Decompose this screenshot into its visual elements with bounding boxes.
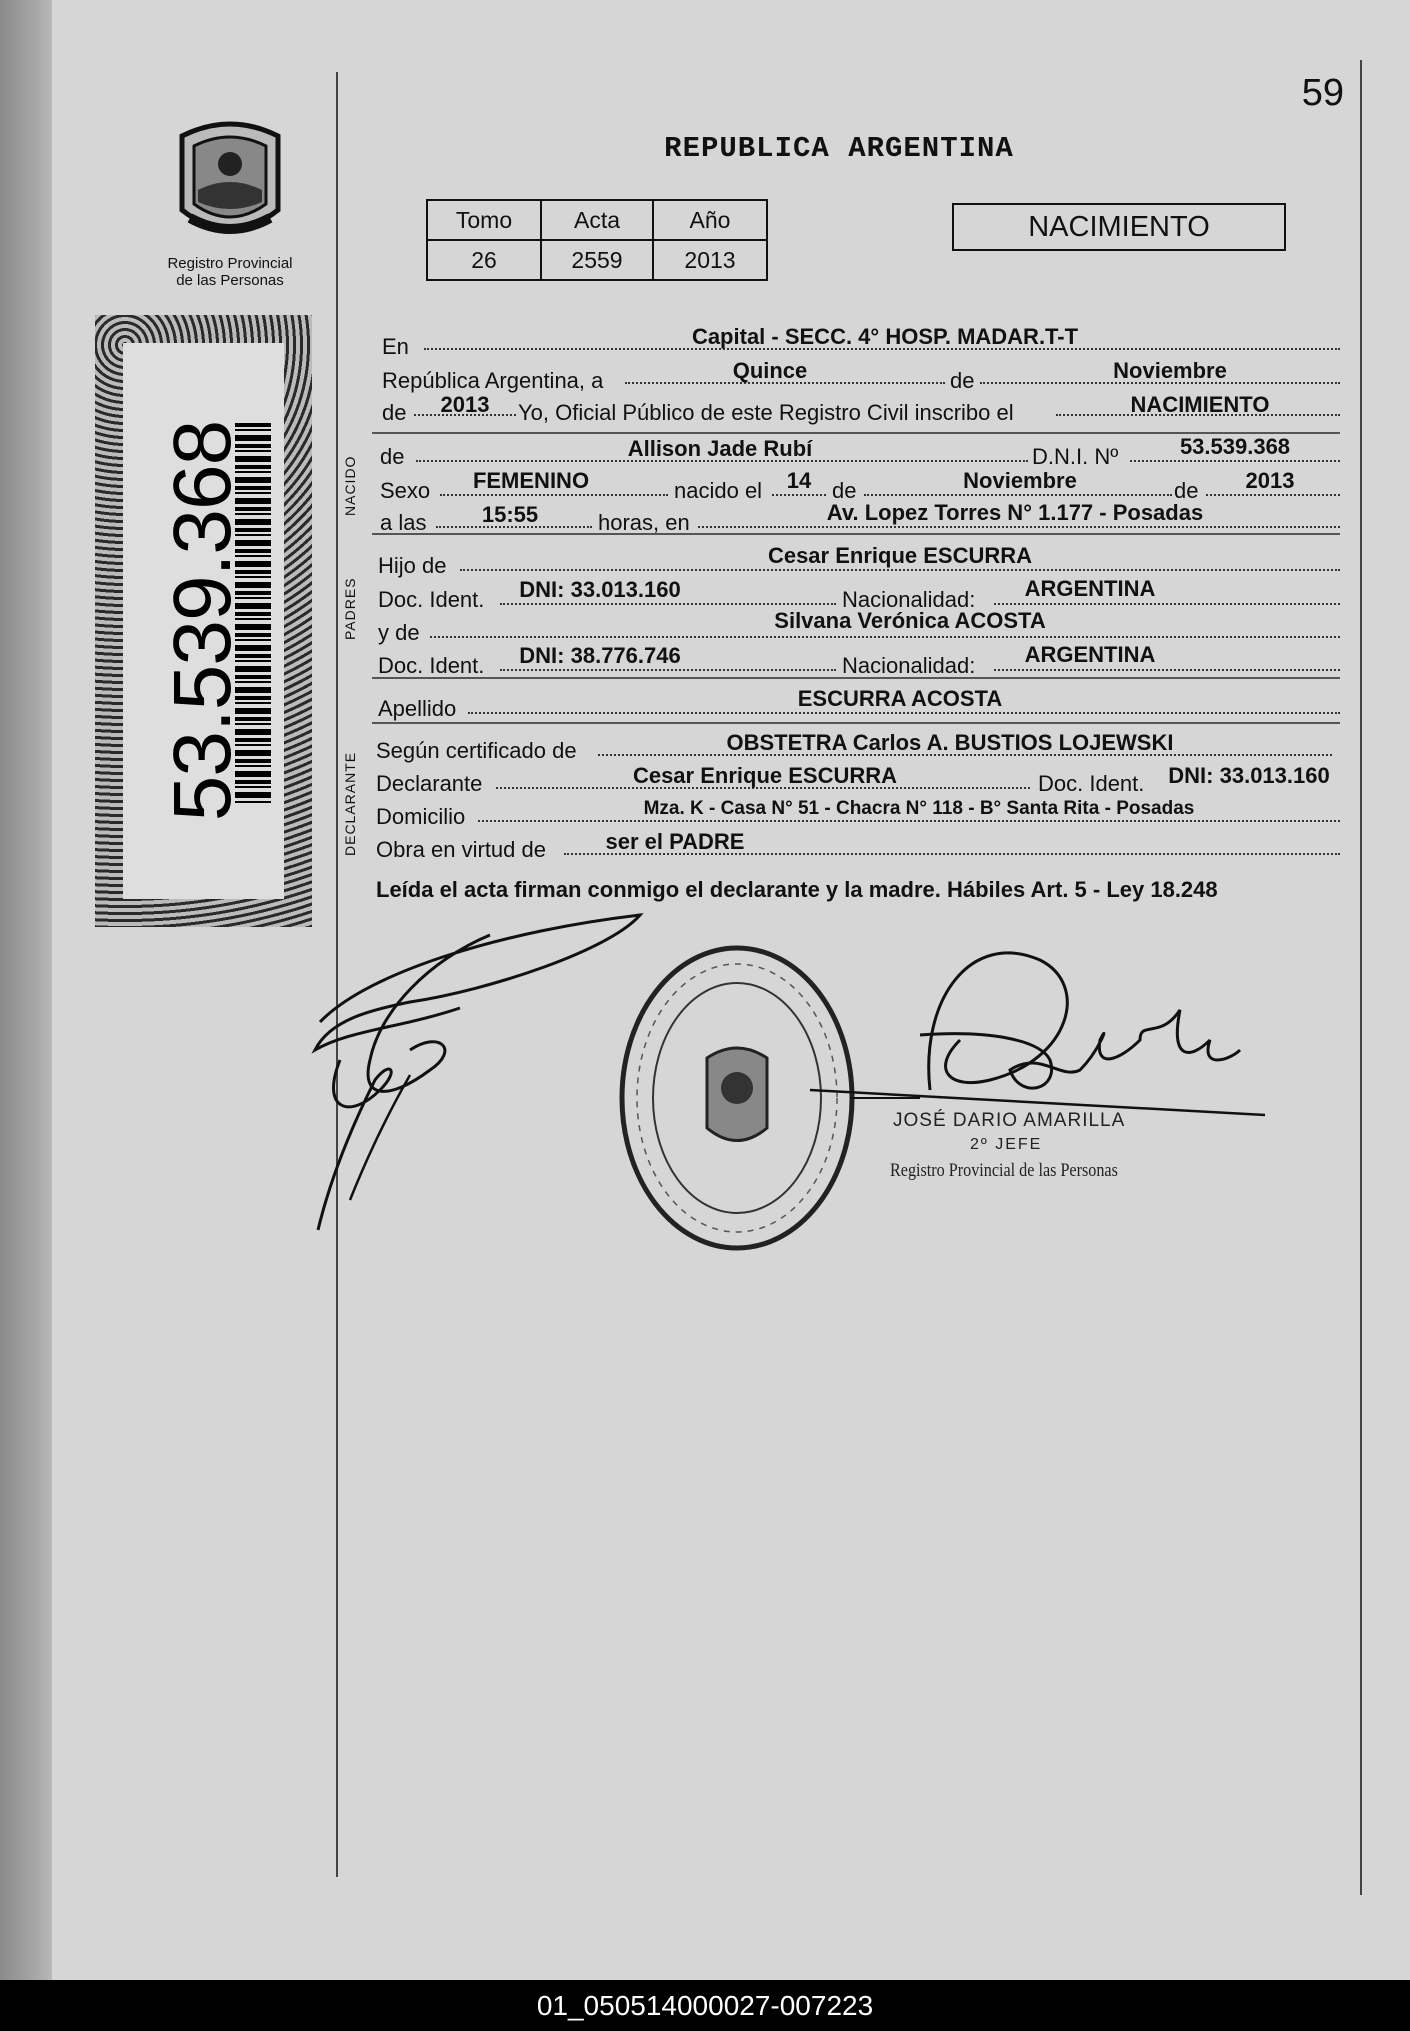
value-acta: 2559 bbox=[541, 240, 653, 280]
registry-table bbox=[426, 199, 768, 281]
header-acta: Acta bbox=[541, 200, 653, 240]
official-name: JOSÉ DARIO AMARILLA bbox=[893, 1110, 1126, 1131]
value-padre: Cesar Enrique ESCURRA bbox=[767, 543, 1033, 568]
value-apellido: ESCURRA ACOSTA bbox=[797, 686, 1003, 711]
label-de-year: de bbox=[382, 400, 407, 425]
stamp-number: 53.539.368 bbox=[157, 420, 248, 822]
declarant-signature bbox=[310, 910, 650, 1240]
header-anio: Año bbox=[653, 200, 767, 240]
value-anio: 2013 bbox=[653, 240, 767, 280]
logo-caption-line2: de las Personas bbox=[176, 272, 284, 289]
label-apellido: Apellido bbox=[378, 696, 457, 721]
section-label-nacido: NACIDO bbox=[342, 455, 358, 516]
scanner-edge bbox=[0, 0, 52, 1980]
value-hora: 15:55 bbox=[481, 502, 539, 527]
value-lugar: Capital - SECC. 4° HOSP. MADAR.T-T bbox=[691, 324, 1079, 349]
value-anio: 2013 bbox=[440, 392, 490, 417]
label-declarante: Declarante bbox=[376, 771, 483, 796]
value-dia-letras: Quince bbox=[732, 358, 808, 383]
dots bbox=[1206, 494, 1340, 496]
footer-id: 01_050514000027-007223 bbox=[0, 1980, 1410, 2031]
value-domicilio: Mza. K - Casa N° 51 - Chacra N° 118 - B° Santa Rita - Posadas bbox=[643, 798, 1195, 819]
value-padre-nac: ARGENTINA bbox=[1024, 576, 1156, 601]
label-de-anio-nac: de bbox=[1174, 478, 1199, 503]
value-madre-nac: ARGENTINA bbox=[1024, 642, 1156, 667]
official-organization: Registro Provincial de las Personas bbox=[890, 1160, 1118, 1181]
dots bbox=[772, 494, 826, 496]
label-de-name: de bbox=[380, 444, 405, 469]
label-domicilio: Domicilio bbox=[376, 804, 466, 829]
dots bbox=[430, 636, 1340, 638]
value-declarante: Cesar Enrique ESCURRA bbox=[632, 763, 898, 788]
right-margin-line bbox=[1360, 60, 1362, 1895]
dots bbox=[478, 820, 1340, 822]
label-dni: D.N.I. Nº bbox=[1032, 444, 1119, 469]
value-padre-doc: DNI: 33.013.160 bbox=[519, 577, 681, 602]
page-number: 59 bbox=[1301, 72, 1344, 114]
label-horas-en: horas, en bbox=[598, 510, 690, 535]
label-en: En bbox=[382, 334, 409, 359]
section-label-declarante: DECLARANTE bbox=[342, 751, 358, 856]
closing-statement: Leída el acta firman conmigo el declarante y la madre. Hábiles Art. 5 - Ley 18.248 bbox=[376, 877, 1218, 902]
label-a-las: a las bbox=[380, 510, 427, 535]
record-type-box: NACIMIENTO bbox=[952, 203, 1286, 251]
value-dni: 53.539.368 bbox=[1179, 434, 1291, 459]
dots bbox=[468, 712, 1340, 714]
official-title: 2º JEFE bbox=[970, 1136, 1043, 1153]
section-label-padres: PADRES bbox=[342, 577, 358, 640]
label-hijo-de: Hijo de bbox=[378, 553, 447, 578]
dots bbox=[698, 526, 1340, 528]
label-nacionalidad-madre: Nacionalidad: bbox=[842, 653, 976, 678]
logo-caption-line1: Registro Provincial bbox=[167, 255, 293, 272]
dots bbox=[994, 603, 1340, 605]
stamp-inner bbox=[123, 343, 284, 899]
value-anio-nac: 2013 bbox=[1245, 468, 1295, 493]
value-declarante-doc: DNI: 33.013.160 bbox=[1168, 763, 1330, 788]
label-republica: República Argentina, a bbox=[382, 368, 604, 393]
value-mes-nac: Noviembre bbox=[963, 468, 1077, 493]
label-de-month: de bbox=[950, 368, 975, 393]
label-de-mes-nac: de bbox=[832, 478, 857, 503]
dots bbox=[994, 669, 1340, 671]
value-obra: ser el PADRE bbox=[605, 829, 745, 854]
dots bbox=[440, 494, 668, 496]
label-doc-ident-declarante: Doc. Ident. bbox=[1038, 771, 1145, 796]
label-nacionalidad-padre: Nacionalidad: bbox=[842, 587, 976, 612]
label-obra: Obra en virtud de bbox=[376, 837, 546, 862]
label-nacido-el: nacido el bbox=[674, 478, 763, 503]
dots bbox=[500, 603, 836, 605]
value-tomo: 26 bbox=[427, 240, 541, 280]
logo-caption bbox=[150, 255, 310, 289]
header-tomo: Tomo bbox=[427, 200, 541, 240]
value-certificado: OBSTETRA Carlos A. BUSTIOS LOJEWSKI bbox=[726, 730, 1174, 755]
dots bbox=[460, 569, 1340, 571]
value-nombre: Allison Jade Rubí bbox=[627, 436, 813, 461]
province-seal-icon bbox=[170, 118, 290, 248]
divider-4 bbox=[372, 722, 1340, 724]
label-doc-ident-padre: Doc. Ident. bbox=[378, 587, 485, 612]
value-dia-nac: 14 bbox=[786, 468, 812, 493]
label-sexo: Sexo bbox=[380, 478, 431, 503]
value-lugar-nac: Av. Lopez Torres N° 1.177 - Posadas bbox=[826, 500, 1204, 525]
value-acto: NACIMIENTO bbox=[1130, 392, 1270, 417]
label-y-de: y de bbox=[378, 620, 420, 645]
label-segun: Según certificado de bbox=[376, 738, 577, 763]
security-stamp bbox=[95, 315, 312, 927]
value-madre: Silvana Verónica ACOSTA bbox=[774, 608, 1046, 633]
label-oficial: Yo, Oficial Público de este Registro Civil inscribo el bbox=[518, 400, 1014, 425]
dots bbox=[1130, 460, 1340, 462]
dots bbox=[864, 494, 1172, 496]
divider-2 bbox=[372, 533, 1340, 535]
value-madre-doc: DNI: 38.776.746 bbox=[519, 643, 681, 668]
dots bbox=[500, 669, 836, 671]
country-title: REPUBLICA ARGENTINA bbox=[664, 132, 1014, 165]
value-mes: Noviembre bbox=[1113, 358, 1227, 383]
value-sexo: FEMENINO bbox=[472, 468, 590, 493]
label-doc-ident-madre: Doc. Ident. bbox=[378, 653, 485, 678]
